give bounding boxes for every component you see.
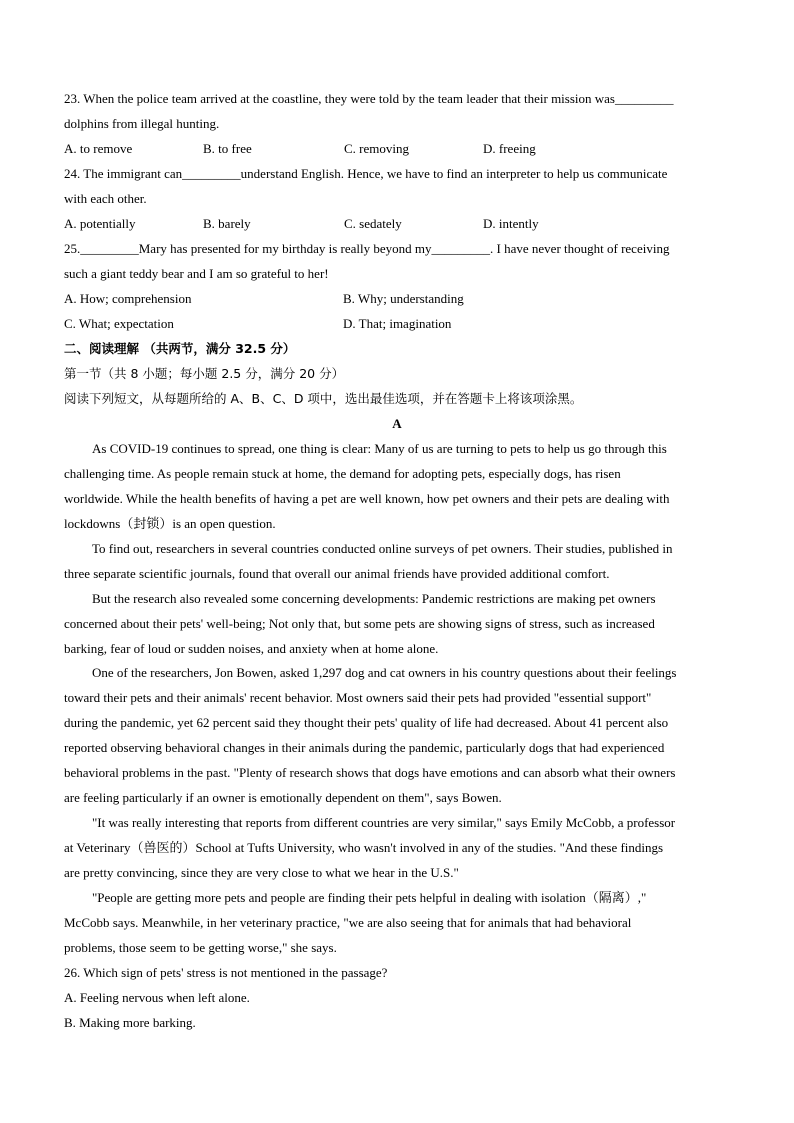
q25-option-c: C. What; expectation [64,316,174,331]
q24-option-a: A. potentially [64,216,136,231]
q24-option-c: C. sedately [344,216,402,231]
section-part1: 第一节（共 8 小题；每小题 2.5 分，满分 20 分） [64,366,345,381]
q23-options [64,141,744,157]
passage-line: lockdowns（封锁）is an open question. [64,516,276,531]
passage-line: reported observing behavioral changes in their animals during the pandemic, particularly dogs that had experienced [64,740,665,755]
q25-stem-line-1: 25._________Mary has presented for my birthday is really beyond my_________. I have never thought of receiving [64,241,670,256]
q24-option-d: D. intently [483,216,539,231]
passage-line: three separate scientific journals, found that overall our animal friends have provided additional comfort. [64,566,610,581]
q23-option-b: B. to free [203,141,252,156]
q23-stem-line-2: dolphins from illegal hunting. [64,116,220,131]
q23-option-d: D. freeing [483,141,536,156]
q25-option-a: A. How; comprehension [64,291,192,306]
q24-option-b: B. barely [203,216,251,231]
passage-line: are feeling particularly if an owner is emotionally dependent on them", says Bowen. [64,790,502,805]
q23-option-a: A. to remove [64,141,133,156]
q25-options-row-1 [64,291,744,307]
passage-line: behavioral problems in the past. "Plenty of research shows that dogs have emotions and can absorb what their owners [64,765,676,780]
passage-line: "It was really interesting that reports from different countries are very similar," says Emily McCobb, a professor [92,815,676,830]
passage-line: are pretty convincing, since they are very close to what we hear in the U.S." [64,865,459,880]
passage-label: A [392,416,402,431]
q24-options [64,216,744,232]
passage-line: McCobb says. Meanwhile, in her veterinary practice, "we are also seeing that for animals that had behavioral [64,915,632,930]
passage-line: concerned about their pets' well-being; Not only that, but some pets are showing signs of stress, such as increased [64,616,655,631]
passage-line: during the pandemic, yet 62 percent said they thought their pets' quality of life had decreased. About 41 percent also [64,715,669,730]
q24-stem-line-1: 24. The immigrant can_________understand English. Hence, we have to find an interpreter to help us communicate [64,166,668,181]
q25-options-row-2 [64,316,744,332]
q23-option-c: C. removing [344,141,409,156]
section-title: 二、阅读理解 （共两节，满分 32.5 分） [64,341,296,356]
q25-option-b: B. Why; understanding [343,291,464,306]
q26-option-b: B. Making more barking. [64,1015,196,1030]
passage-line: problems, those seem to be getting worse," she says. [64,940,337,955]
q23-stem-line-1: 23. When the police team arrived at the coastline, they were told by the team leader that their mission was_________ [64,91,674,106]
q24-stem-line-2: with each other. [64,191,147,206]
q26-option-a: A. Feeling nervous when left alone. [64,990,250,1005]
passage-line: challenging time. As people remain stuck at home, the demand for adopting pets, especially dogs, has risen [64,466,621,481]
passage-line: One of the researchers, Jon Bowen, asked 1,297 dog and cat owners in his country questions about their feelings [92,665,677,680]
q25-stem-line-2: such a giant teddy bear and I am so grateful to her! [64,266,329,281]
passage-line: "People are getting more pets and people are finding their pets helpful in dealing with isolation（隔离）," [92,890,647,905]
section-instruction: 阅读下列短文，从每题所给的 A、B、C、D 项中，选出最佳选项，并在答题卡上将该项涂黑。 [64,391,583,406]
passage-line: barking, fear of loud or sudden noises, and anxiety when at home alone. [64,641,439,656]
passage-line: But the research also revealed some concerning developments: Pandemic restrictions are making pet owners [92,591,656,606]
q26-stem: 26. Which sign of pets' stress is not mentioned in the passage? [64,965,388,980]
passage-line: worldwide. While the health benefits of having a pet are well known, how pet owners and their pets are dealing with [64,491,670,506]
passage-line: at Veterinary（兽医的）School at Tufts University, who wasn't involved in any of the studies. "And these findings [64,840,664,855]
passage-line: To find out, researchers in several countries conducted online surveys of pet owners. Their studies, published in [92,541,673,556]
q25-option-d: D. That; imagination [343,316,452,331]
passage-line: As COVID-19 continues to spread, one thing is clear: Many of us are turning to pets to help us go through this [92,441,667,456]
passage-line: toward their pets and their animals' recent behavior. Most owners said their pets had provided "essential support" [64,690,652,705]
